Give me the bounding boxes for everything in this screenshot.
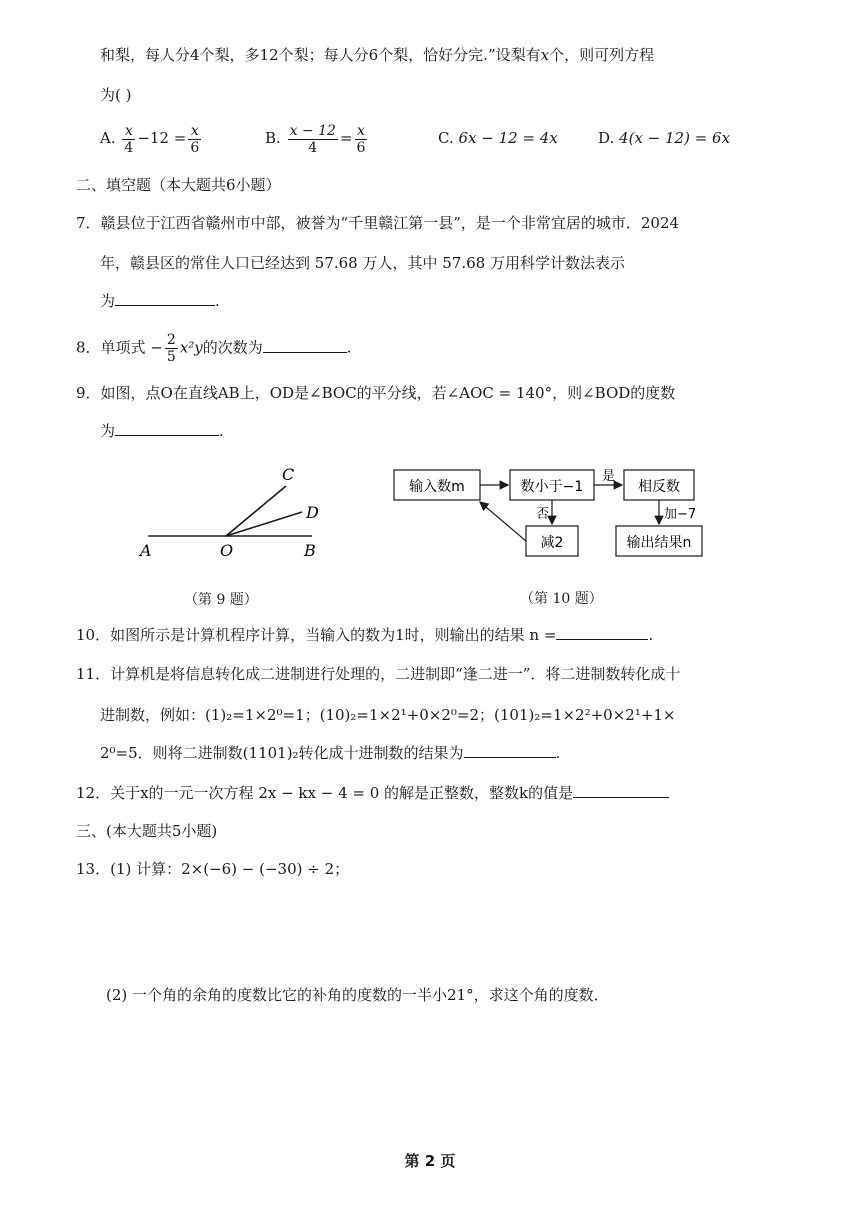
box-compare-label: 数小于−1 xyxy=(520,479,584,495)
label-o: O xyxy=(220,541,234,560)
q7-line1: 7．赣县位于江西省赣州市中部，被誉为“千里赣江第一县”，是一个非常宜居的城市．2024 xyxy=(76,214,680,232)
figure-9-caption: （第 9 题） xyxy=(184,592,258,608)
q13-part2: (2) 一个角的余角的度数比它的补角的度数的一半小21°，求这个角的度数． xyxy=(106,986,609,1004)
q8-line: 8．单项式 − $\frac{2}{5}$ x²y的次数为 . xyxy=(76,332,352,365)
box-minus2-label: 减2 xyxy=(540,535,564,551)
figure-10-flowchart xyxy=(380,452,720,572)
q9-line2: 为 . xyxy=(100,422,224,440)
q8-answer-blank[interactable] xyxy=(263,338,347,353)
q9-answer-blank[interactable] xyxy=(115,421,219,436)
q9-line1: 9．如图，点O在直线AB上，OD是∠BOC的平分线，若∠AOC = 140°，则∠BOD的度数 xyxy=(76,384,676,402)
arrow-minus2-input xyxy=(480,502,526,541)
q6-option-a: A. $\frac{x}{4}$ −12 = $\frac{x}{6}$ xyxy=(100,122,200,156)
q10-line: 10．如图所示是计算机程序计算，当输入的数为1时，则输出的结果 n = . xyxy=(76,626,654,644)
q7-line3: 为 . xyxy=(100,292,220,310)
label-yes: 是 xyxy=(602,469,616,484)
q12-line: 12．关于x的一元一次方程 2x − kx − 4 = 0 的解是正整数，整数k的值是 xyxy=(76,782,669,804)
box-negate-label: 相反数 xyxy=(638,479,680,495)
q11-line3: 2⁰=5．则将二进制数(1101)₂转化成十进制数的结果为 . xyxy=(100,744,561,762)
q10-answer-blank[interactable] xyxy=(556,625,648,640)
box-input-label: 输入数m xyxy=(409,479,465,495)
label-c: C xyxy=(282,465,295,484)
q11-answer-blank[interactable] xyxy=(464,743,556,758)
box-output-label: 输出结果n xyxy=(626,535,692,551)
q7-line2: 年，赣县区的常住人口已经达到 57.68 万人，其中 57.68 万用科学计数法表示 xyxy=(100,254,625,272)
figure-10-caption: （第 10 题） xyxy=(520,591,603,607)
q13-part1: 13．(1) 计算：2×(−6) − (−30) ÷ 2； xyxy=(76,860,350,878)
ray-oc xyxy=(226,486,286,536)
q7-answer-blank[interactable] xyxy=(115,291,215,306)
q6-option-b: B. $\frac{x - 12}{4}$ = $\frac{x}{6}$ xyxy=(265,122,366,156)
q6-line2: 为( ) xyxy=(100,86,132,104)
q12-answer-blank[interactable] xyxy=(573,783,669,798)
page-number: 第 2 页 xyxy=(404,1152,456,1170)
label-d: D xyxy=(306,503,319,522)
figure-9-diagram xyxy=(130,462,350,572)
section-2-heading: 二、填空题（本大题共6小题） xyxy=(76,176,281,194)
label-no: 否 xyxy=(536,507,550,522)
label-a: A xyxy=(140,541,152,560)
label-b: B xyxy=(304,541,316,560)
ray-od xyxy=(226,512,302,536)
label-add: 加−7 xyxy=(664,507,697,522)
q6-option-d: D. 4(x − 12) = 6x xyxy=(598,129,731,147)
section-3-heading: 三、(本大题共5小题) xyxy=(76,822,218,840)
q11-line2: 进制数，例如：(1)₂=1×2⁰=1；(10)₂=1×2¹+0×2⁰=2；(101)₂=1×2²+0×2¹+1× xyxy=(100,706,676,724)
q6-option-c: C. 6x − 12 = 4x xyxy=(438,129,558,147)
q6-line1: 和梨，每人分4个梨，多12个梨；每人分6个梨，恰好分完.”设梨有x个，则可列方程 xyxy=(100,46,655,64)
q11-line1: 11．计算机是将信息转化成二进制进行处理的，二进制即“逢二进一”．将二进制数转化成十 xyxy=(76,665,681,683)
